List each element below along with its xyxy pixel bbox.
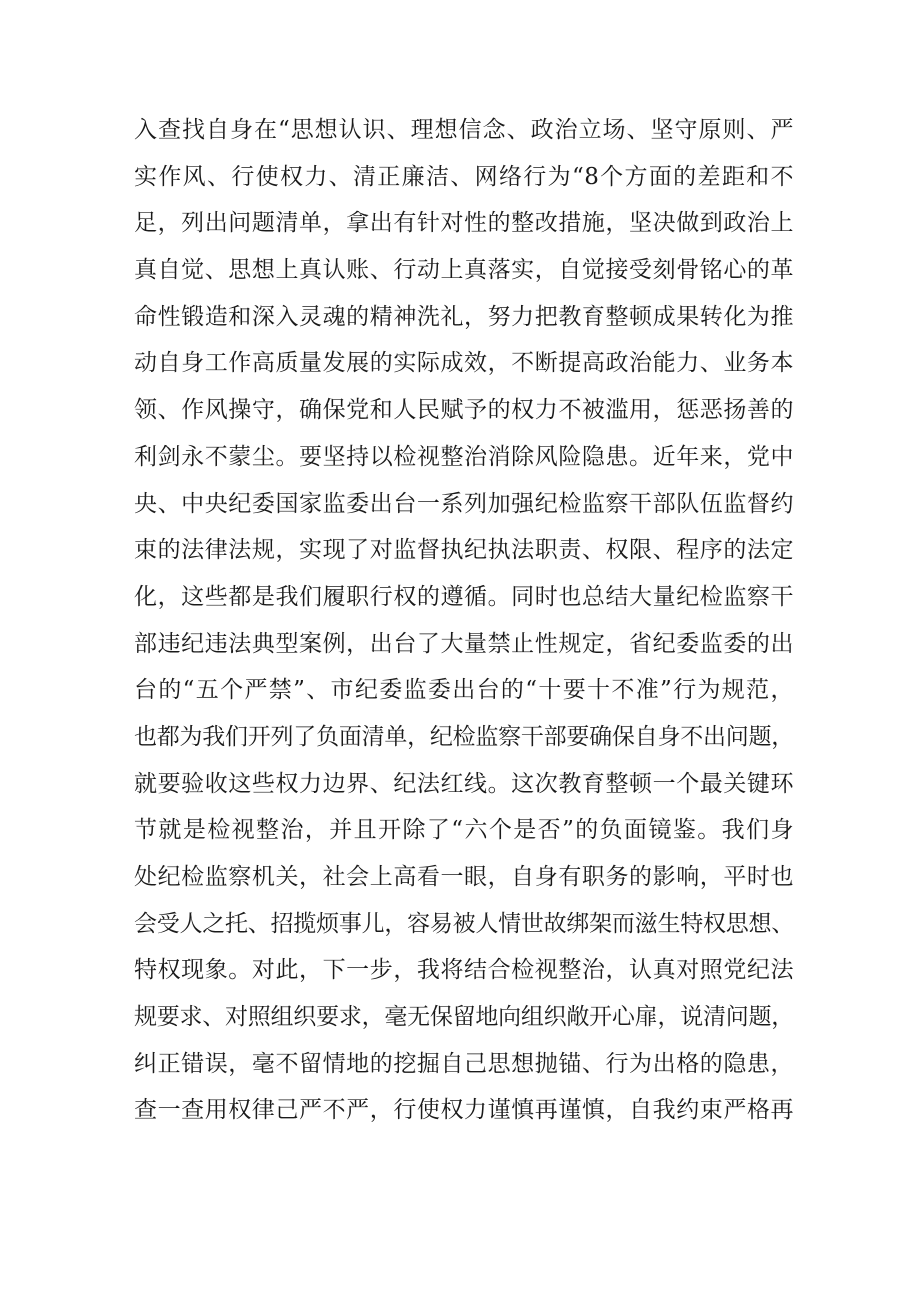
text-line: 入查找自身在“思想认识、理想信念、政治立场、坚守原则、严 [134,117,794,143]
text-line: 束的法律法规，实现了对监督执纪执法职责、权限、程序的法定 [134,537,794,564]
text-line: 化，这些都是我们履职行权的遵循。同时也总结大量纪检监察干 [134,583,794,610]
text-line: 查一查用权律己严不严，行使权力谨慎再谨慎，自我约束严格再 [134,1097,794,1124]
body-paragraph [134,107,794,1134]
text-line: 部违纪违法典型案例，出台了大量禁止性规定，省纪委监委的出 [134,630,794,657]
text-line: 动自身工作高质量发展的实际成效，不断提高政治能力、业务本 [134,350,794,377]
text-line: 规要求、对照组织要求，毫无保留地向组织敞开心扉，说清问题， [134,1004,794,1031]
text-line: 台的“五个严禁”、市纪委监委出台的“十要十不准”行为规范， [134,677,794,704]
text-line: 纠正错误，毫不留情地的挖掘自己思想抛锚、行为出格的隐患， [134,1050,794,1077]
text-line: 也都为我们开列了负面清单，纪检监察干部要确保自身不出问题， [134,723,794,750]
text-line: 央、中央纪委国家监委出台一系列加强纪检监察干部队伍监督约 [134,490,794,517]
text-line: 特权现象。对此，下一步，我将结合检视整治，认真对照党纪法 [134,957,794,984]
text-line: 足，列出问题清单，拿出有针对性的整改措施，坚决做到政治上 [134,210,794,237]
text-line: 会受人之托、招揽烦事儿，容易被人情世故绑架而滋生特权思想、 [134,910,794,937]
text-line: 就要验收这些权力边界、纪法红线。这次教育整顿一个最关键环 [134,770,794,797]
text-line: 利剑永不蒙尘。要坚持以检视整治消除风险隐患。近年来，党中 [134,443,794,470]
text-line: 处纪检监察机关，社会上高看一眼，自身有职务的影响，平时也 [134,864,794,890]
text-line: 节就是检视整治，并且开除了“六个是否”的负面镜鉴。我们身 [134,817,794,844]
text-line: 真自觉、思想上真认账、行动上真落实，自觉接受刻骨铭心的革 [134,257,794,284]
text-line: 实作风、行使权力、清正廉洁、网络行为“8个方面的差距和不 [134,163,794,190]
text-line: 命性锻造和深入灵魂的精神洗礼，努力把教育整顿成果转化为推 [134,303,794,330]
text-line: 领、作风操守，确保党和人民赋予的权力不被滥用，惩恶扬善的 [134,397,794,424]
